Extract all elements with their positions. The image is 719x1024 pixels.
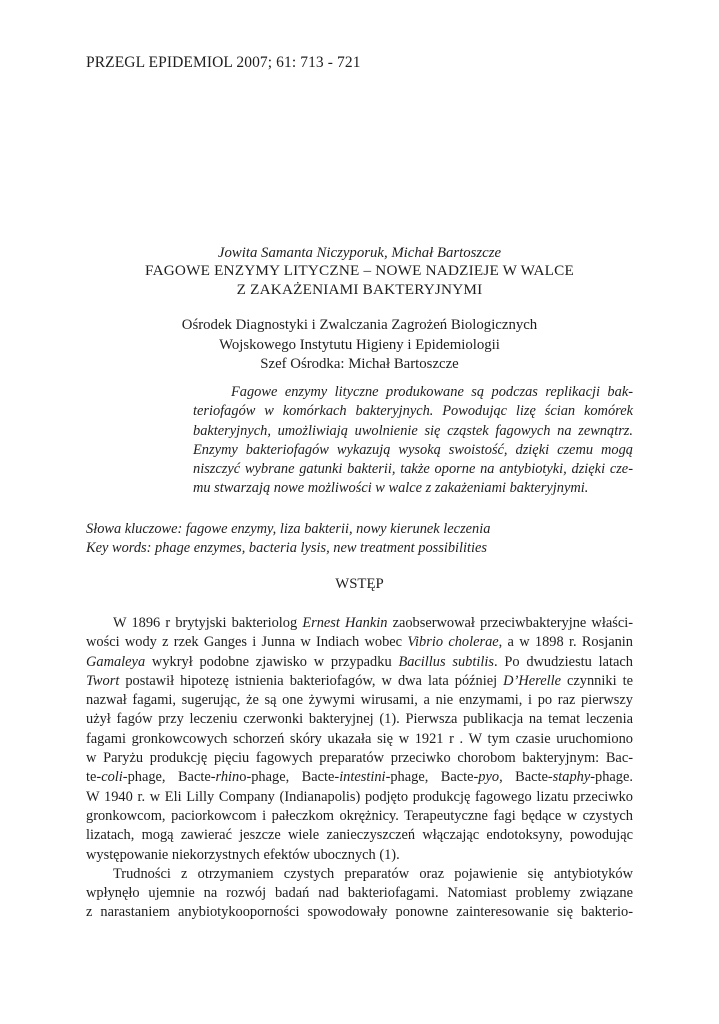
text-line: Trudności z otrzymaniem czystych preparatów oraz pojawienie się antybiotyków xyxy=(113,865,633,882)
affiliation-line-3: Szef Ośrodka: Michał Bartoszcze xyxy=(260,356,459,372)
authors: Jowita Samanta Niczyporuk, Michał Bartoszcze xyxy=(217,245,502,261)
keywords-polish: Słowa kluczowe: fagowe enzymy, liza bakterii, nowy kierunek leczenia xyxy=(86,521,491,537)
text-line: wości wody z rzek Ganges i Junna w Indiach wobec Vibrio cholerae, a w 1898 r. Rosjanin xyxy=(86,634,633,651)
text-line: lizatach, mogą zawierać jeszcze wiele zanieczyszczeń włączając endotoksyny, powodując xyxy=(86,827,633,844)
text-line: nazwał fagami, sugerując, że są one żywymi wirusami, a nie enzymami, i po raz pierwszy xyxy=(86,692,633,709)
text-line: występowanie niekorzystnych efektów ubocznych (1). xyxy=(86,846,400,863)
text-line: wpłynęło ujemnie na rozwój badań nad bakteriofagami. Natomiast problemy związane xyxy=(86,885,633,902)
journal-citation: PRZEGL EPIDEMIOL 2007; 61: 713 - 721 xyxy=(86,54,361,71)
text-line: w Paryżu produkcję pięciu fagowych preparatów przeciwko chorobom bakteryjnym: Bac- xyxy=(86,750,633,767)
text-line: z narastaniem anybiotykooporności spowodowały ponowne zainteresowanie się bakterio- xyxy=(86,904,633,921)
abstract xyxy=(193,383,633,499)
abstract-line: niszczyć wybrane gatunki bakterii, także oporne na antybiotyki, dzięki cze- xyxy=(193,461,633,478)
text-line: fagami gronkowcowych schorzeń skóry ukazała się w 1921 r . W tym czasie uruchomiono xyxy=(86,730,633,747)
affiliation-line-1: Ośrodek Diagnostyki i Zwalczania Zagrożeń Biologicznych xyxy=(181,317,538,333)
paragraph-1 xyxy=(86,614,633,923)
text-line: Twort postawił hipotezę istnienia bakteriofagów, w dwa lata później D’Herelle czynniki te xyxy=(86,672,633,689)
text-line: gronkowcom, paciorkowcom i pałeczkom okrężnicy. Terapeutyczne fagi będące w czystych xyxy=(86,807,633,824)
article-title-line-1: FAGOWE ENZYMY LITYCZNE – NOWE NADZIEJE W WALCE xyxy=(145,262,574,279)
abstract-line: bakteryjnych, umożliwiają uwolnienie się cząstek fagowych na zewnątrz. xyxy=(193,422,633,439)
abstract-line: teriofagów w komórkach bakteryjnych. Powodując lizę ścian komórek xyxy=(193,403,633,420)
affiliation-line-2: Wojskowego Instytutu Higieny i Epidemiologii xyxy=(219,337,500,353)
text-line: Gamaleya wykrył podobne zjawisko w przypadku Bacillus subtilis. Po dwudziestu latach xyxy=(86,653,633,670)
abstract-line: mu stwarzają nowe możliwości w walce z zakażeniami bakteryjnymi. xyxy=(193,480,589,497)
text-line: W 1940 r. w Eli Lilly Company (Indianapolis) podjęto produkcję fagowego lizatu przeciwko xyxy=(86,788,633,805)
abstract-line: Fagowe enzymy lityczne produkowane są podczas replikacji bak- xyxy=(231,384,633,400)
section-heading: WSTĘP xyxy=(335,576,384,592)
abstract-line: Enzymy bakteriofagów wykazują wysoką swoistość, dzięki czemu mogą xyxy=(193,441,633,458)
text-line: użył fagów przy leczeniu czerwonki bakteryjnej (1). Pierwsza publikacja na temat leczenia xyxy=(86,711,633,728)
keywords-english: Key words: phage enzymes, bacteria lysis, new treatment possibilities xyxy=(86,540,488,556)
article-title-line-2: Z ZAKAŻENIAMI BAKTERYJNYMI xyxy=(236,281,483,298)
text-line: W 1896 r brytyjski bakteriolog Ernest Hankin zaobserwował przeciwbakteryjne właści- xyxy=(113,615,633,631)
text-line: te-coli-phage, Bacte-rhino-phage, Bacte-intestini-phage, Bacte-pyo, Bacte-staphy-phage. xyxy=(86,769,633,786)
